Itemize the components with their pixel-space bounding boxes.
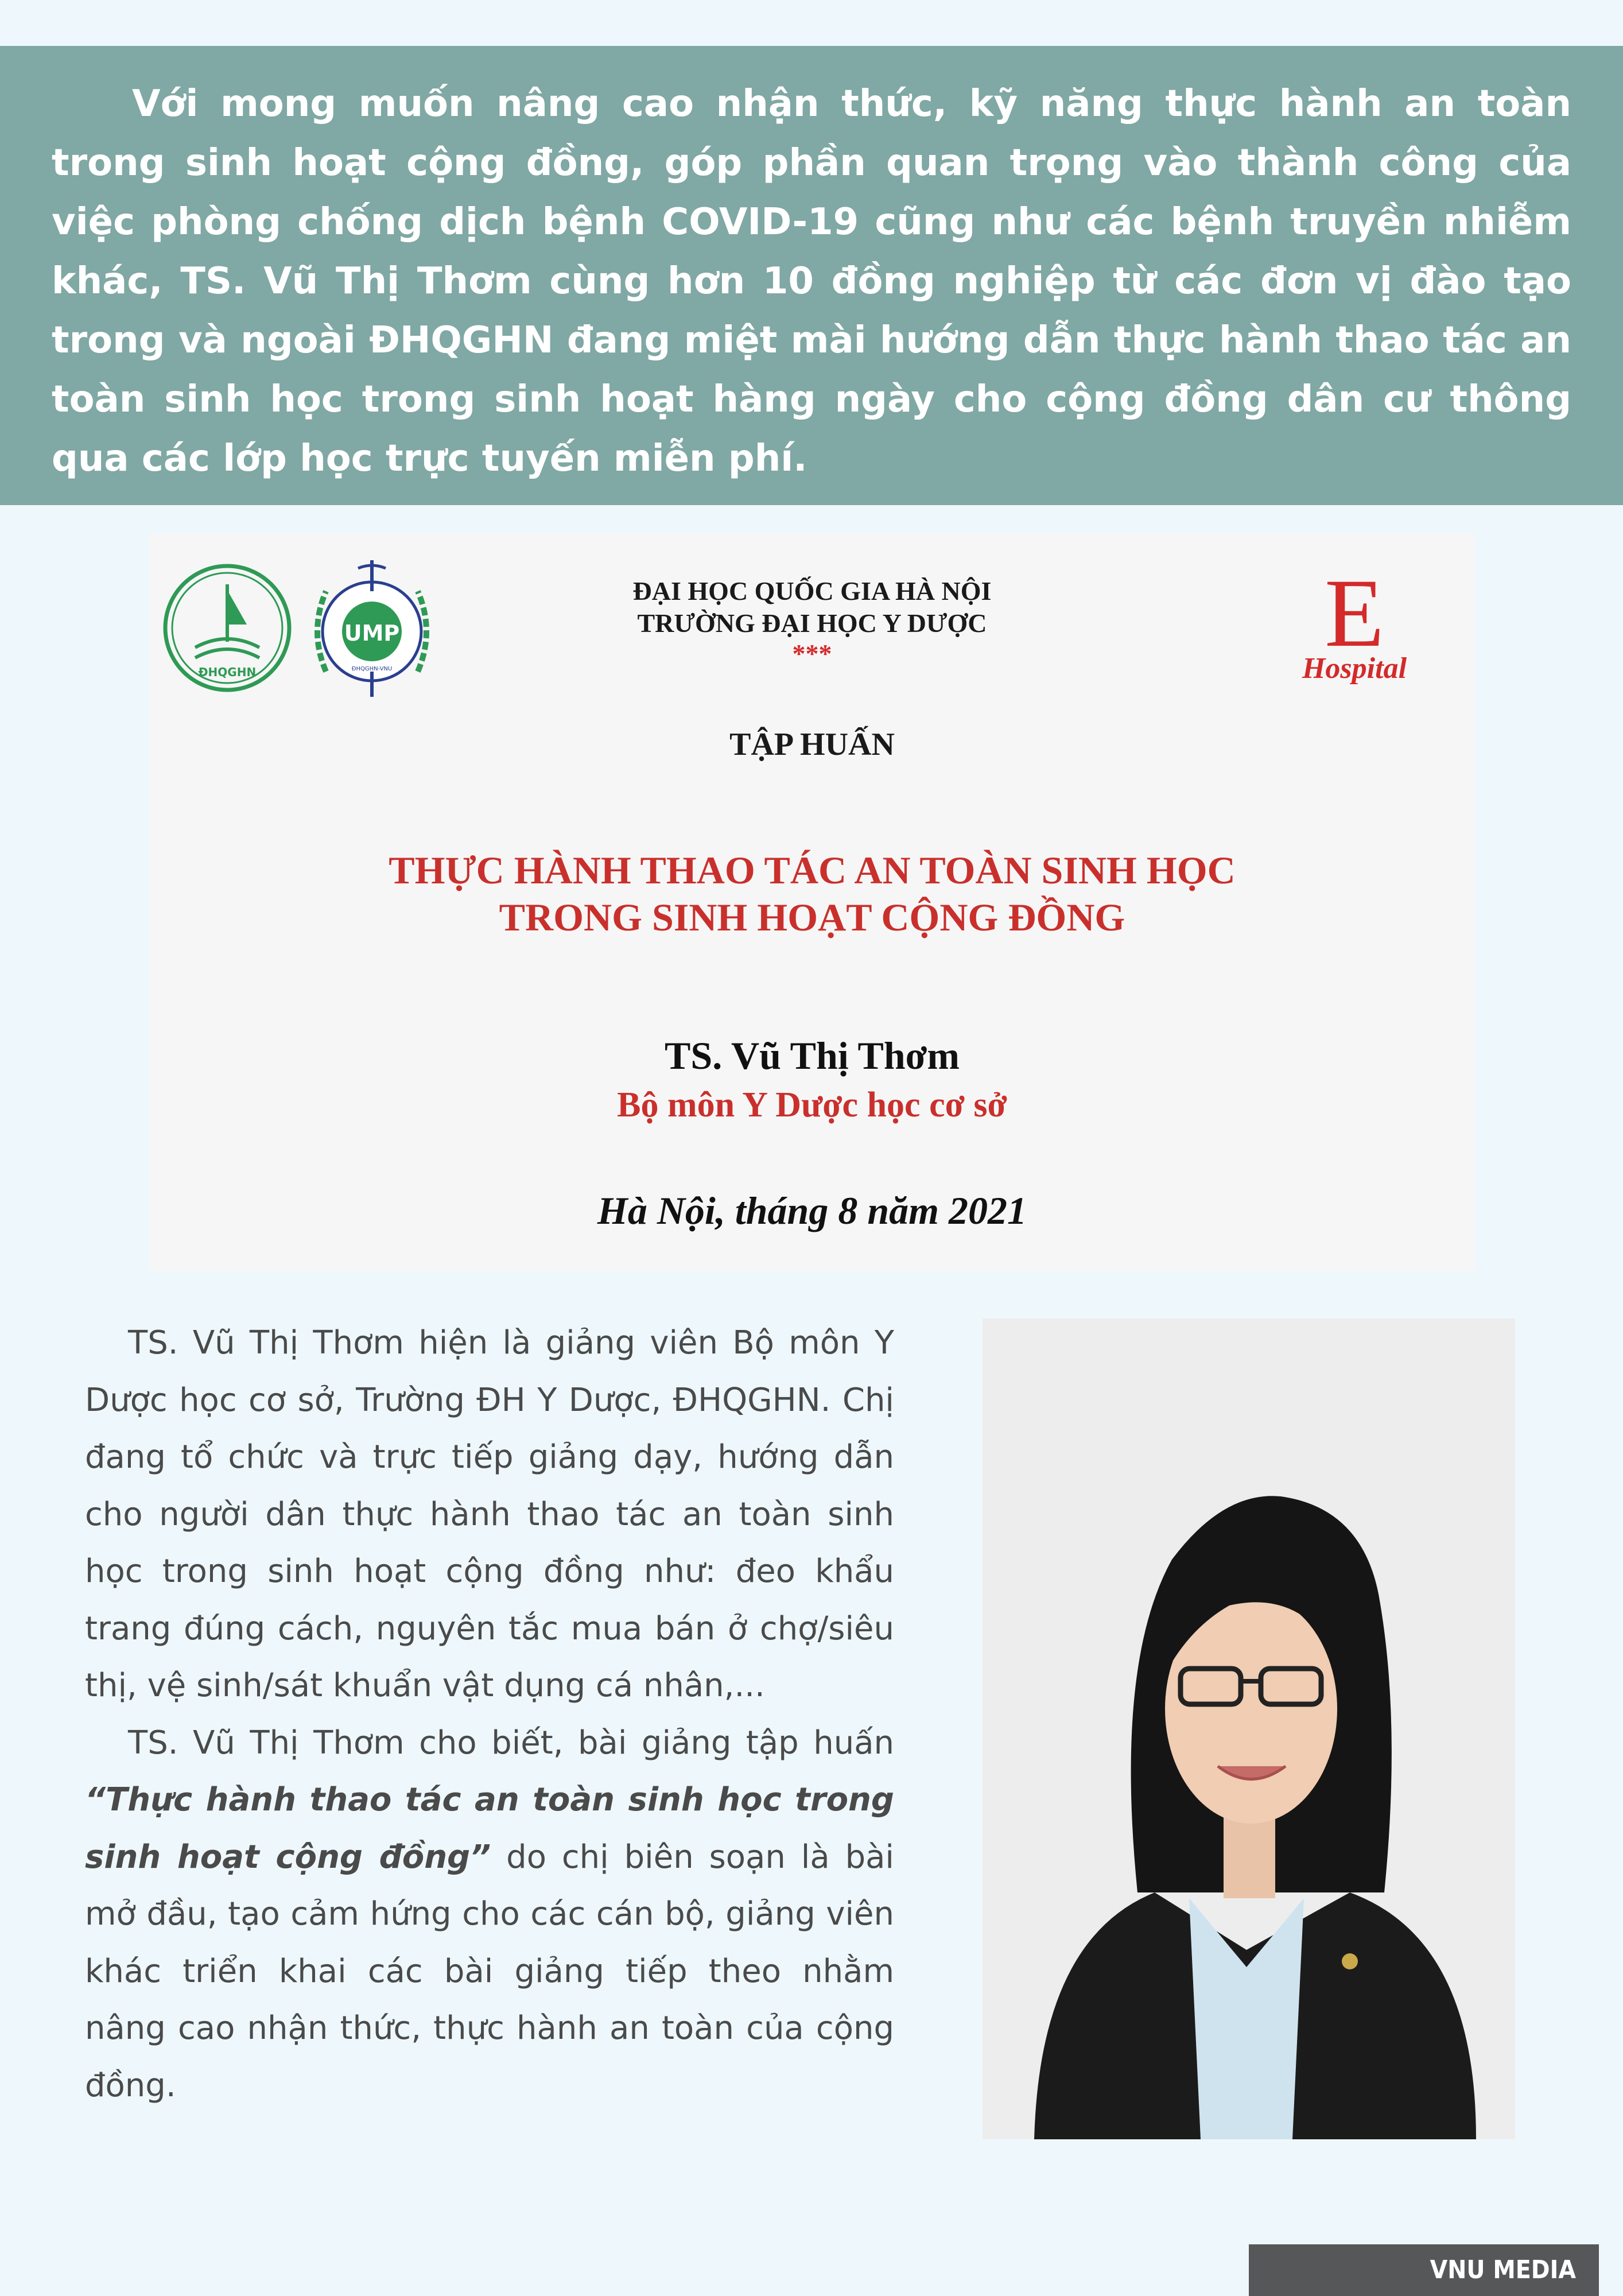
poster-university: ĐẠI HỌC QUỐC GIA HÀ NỘI TRƯỜNG ĐẠI HỌC Y DƯỢC — [632, 576, 992, 638]
article-paragraph-2: TS. Vũ Thị Thơm cho biết, bài giảng tập huấn “Thực hành thao tác an toàn sinh học trong sinh hoạt cộng đồng” do chị biên soạn là bài mở đầu, tạo cảm hứng cho các cán bộ, giảng viên khác triển khai các bài giảng tiếp theo nhằm nâng cao nhận thức, thực hành an toàn của cộng đồng. — [85, 1724, 894, 2104]
vnu-media-tag: VNU MEDIA — [1249, 2244, 1599, 2296]
svg-text:UMP: UMP — [344, 620, 400, 646]
training-poster — [149, 534, 1475, 1271]
footer-edge — [1599, 2244, 1623, 2296]
article-paragraph-1: TS. Vũ Thị Thơm hiện là giảng viên Bộ môn Y Dược học cơ sở, Trường ĐH Y Dược, ĐHQGHN. Chị đang tổ chức và trực tiếp giảng dạy, hướng dẫn cho người dân thực hành thao tác an toàn sinh học trong sinh hoạt cộng đồng như: đeo khẩu trang đúng cách, nguyên tắc mua bán ở chợ/siêu thị, vệ sinh/sát khuẩn vật dụng cá nhân,... — [85, 1324, 894, 1704]
portrait-photo — [983, 1318, 1515, 2139]
portrait-illustration — [983, 1318, 1515, 2139]
article-body — [85, 1314, 894, 2114]
intro-banner — [0, 46, 1623, 505]
svg-text:ĐHQGHN: ĐHQGHN — [198, 665, 257, 679]
poster-author: TS. Vũ Thị Thơm — [665, 1034, 960, 1077]
intro-text: Với mong muốn nâng cao nhận thức, kỹ năng thực hành an toàn trong sinh hoạt cộng đồng, góp phần quan trọng vào thành công của việc phòng chống dịch bệnh COVID-19 cũng như các bệnh truyền nhiễm khác, TS. Vũ Thị Thơm cùng hơn 10 đồng nghiệp từ các đơn vị đào tạo trong và ngoài ĐHQGHN đang miệt mài hướng dẫn thực hành thao tác an toàn sinh học trong sinh hoạt hàng ngày cho cộng đồng dân cư thông qua các lớp học trực tuyến miễn phí. — [52, 83, 1571, 480]
poster-department: Bộ môn Y Dược học cơ sở — [617, 1085, 1007, 1124]
poster-title: THỰC HÀNH THAO TÁC AN TOÀN SINH HỌC TRONG SINH HOẠT CỘNG ĐỒNG — [389, 848, 1236, 939]
poster-date: Hà Nội, tháng 8 năm 2021 — [597, 1189, 1027, 1232]
svg-text:Hospital: Hospital — [1302, 652, 1407, 685]
svg-text:E: E — [1325, 565, 1384, 667]
poster-stars: *** — [792, 639, 832, 668]
poster-training-label: TẬP HUẤN — [729, 727, 895, 762]
lecture-title-quote: “Thực hành thao tác an toàn sinh học trong sinh hoạt cộng đồng” — [85, 1781, 894, 1876]
svg-text:ĐHQGHN-VNU: ĐHQGHN-VNU — [351, 666, 393, 672]
